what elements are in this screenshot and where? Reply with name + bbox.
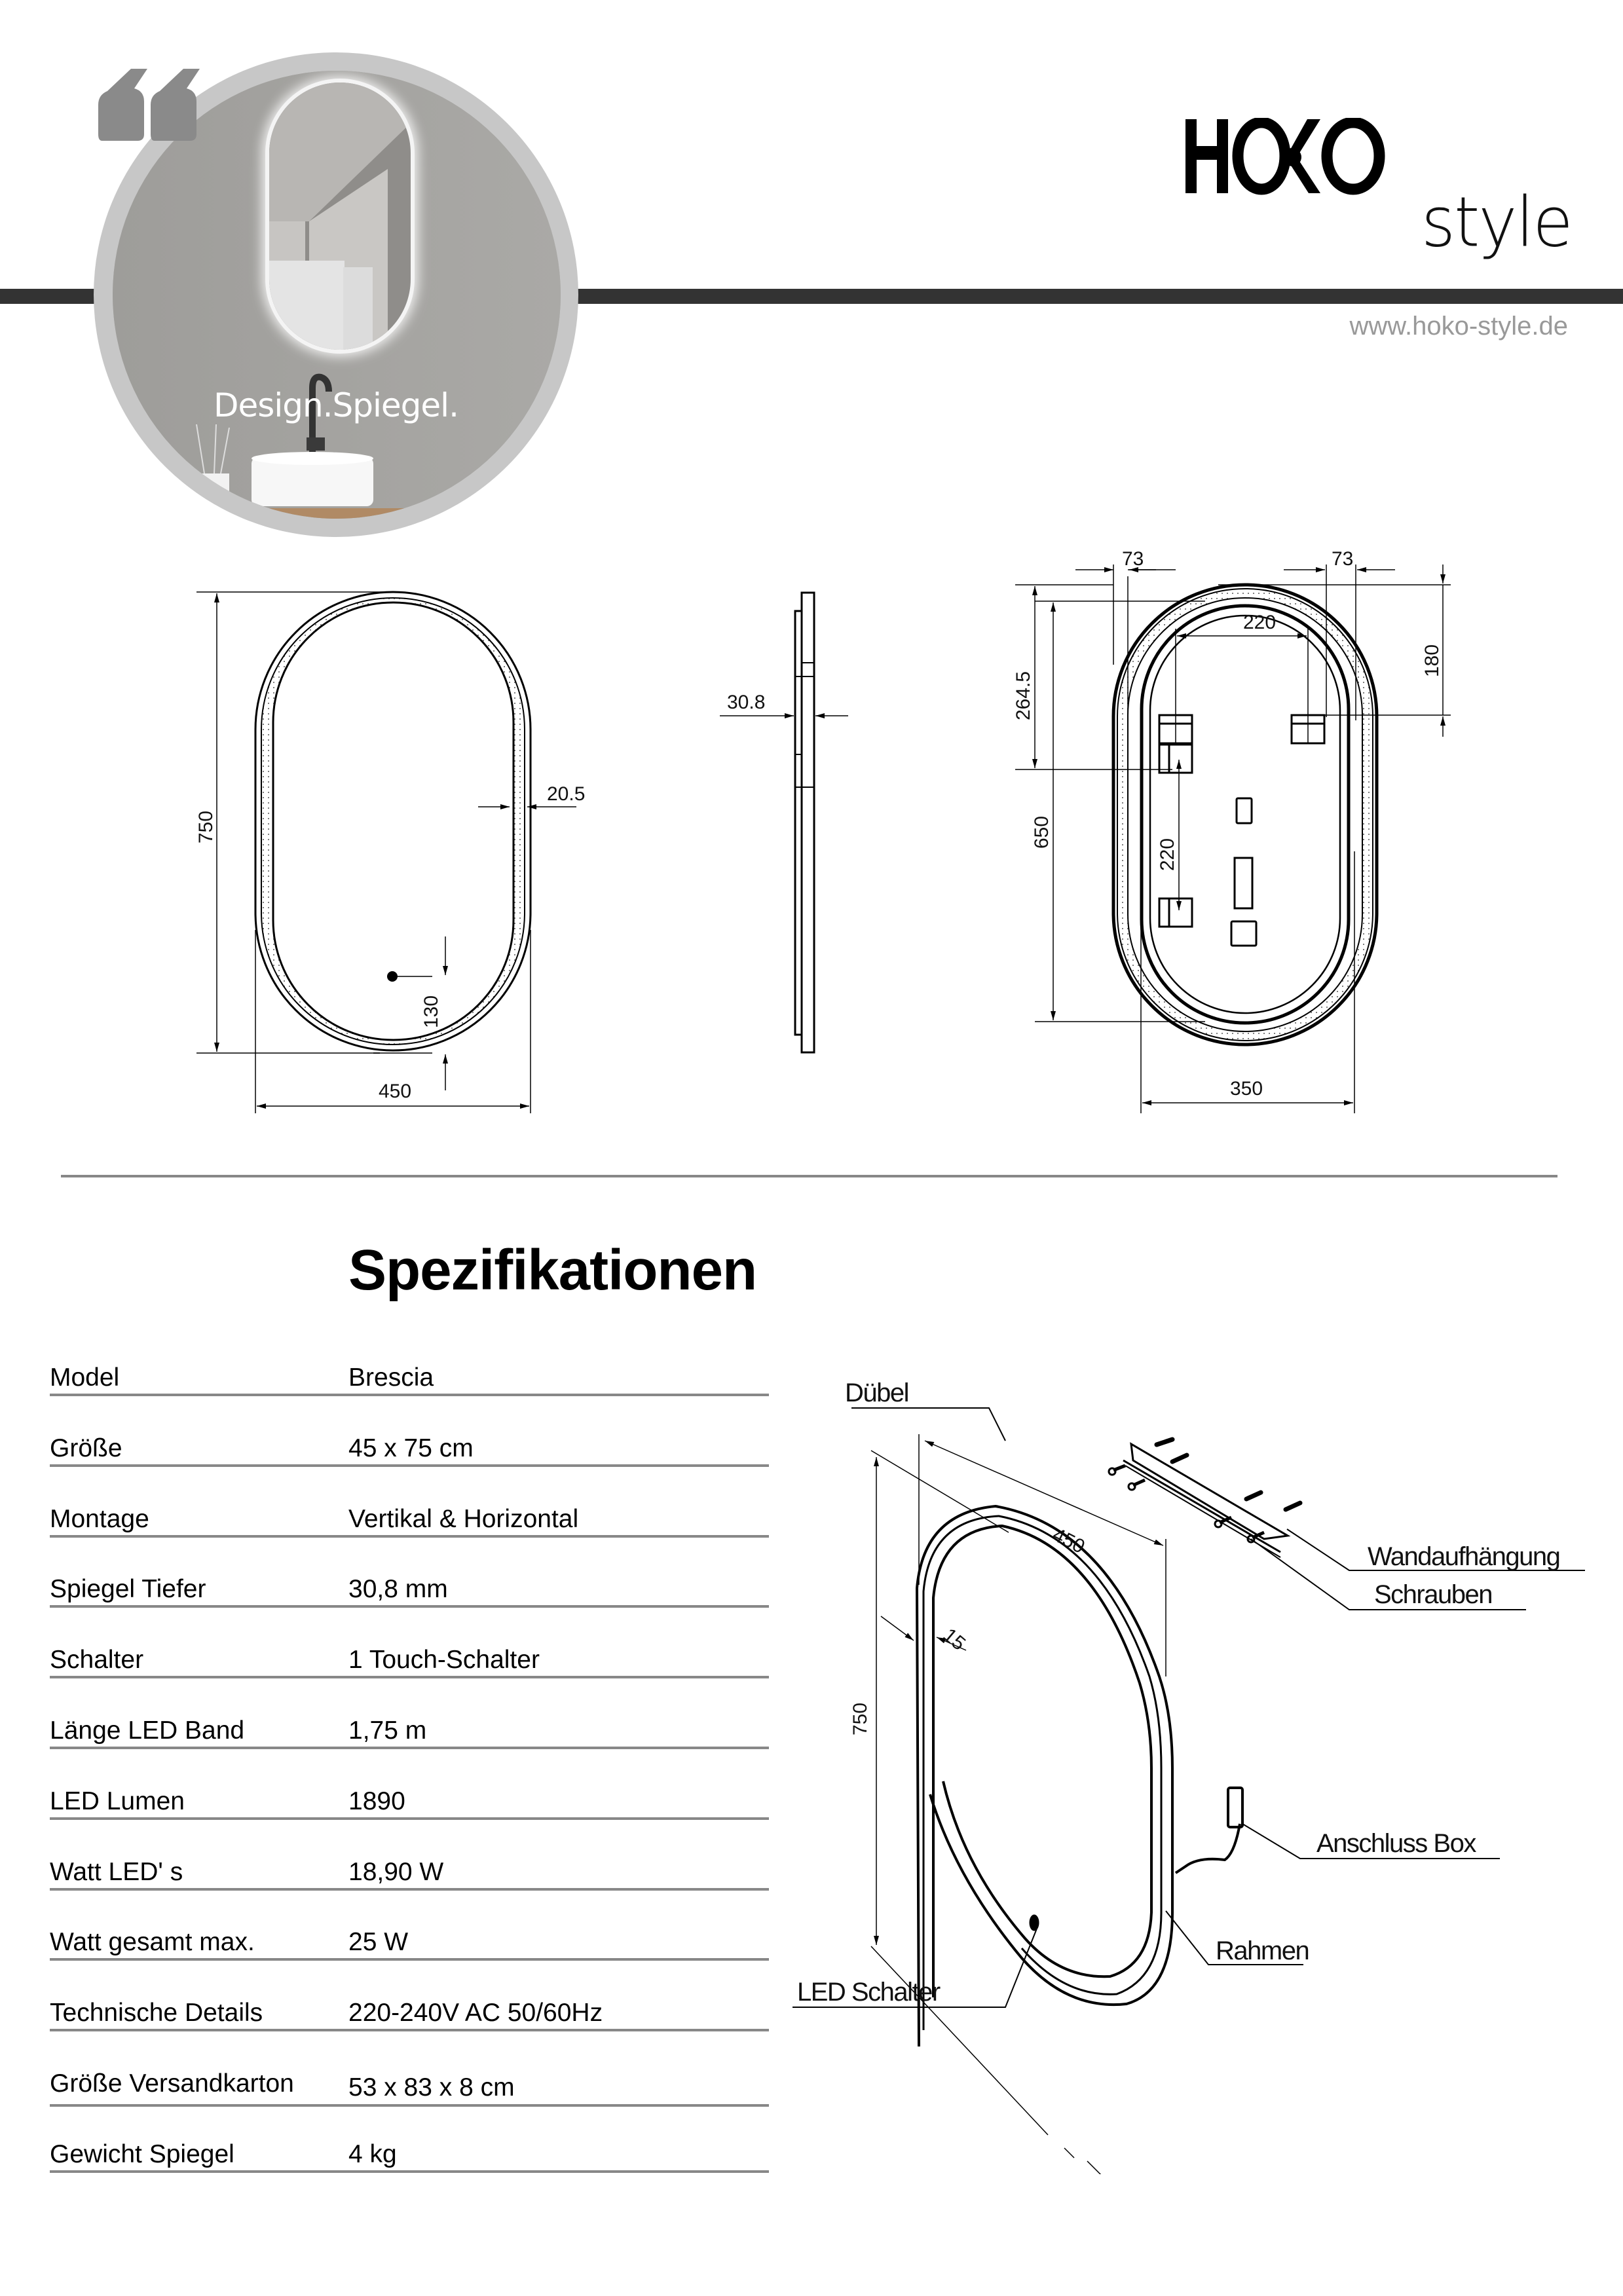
callout-rahmen: Rahmen (1216, 1936, 1309, 1965)
callout-led-schalter: LED Schalter (797, 1978, 940, 2007)
tagline: Design.Spiegel. (214, 386, 458, 424)
spec-label: LED Lumen (50, 1787, 185, 1815)
front-width-label: 450 (379, 1081, 412, 1102)
spec-row-technical (50, 1981, 769, 2052)
spec-value: 45 x 75 cm (348, 1434, 474, 1462)
back-inner-height-label: 650 (1031, 815, 1053, 849)
spec-row-model (50, 1346, 769, 1416)
row-divider (50, 1958, 769, 1961)
spec-row-depth (50, 1557, 769, 1628)
spec-value: 25 W (348, 1928, 409, 1957)
side-view (720, 593, 848, 1052)
spec-row-mounting (50, 1487, 769, 1558)
spec-row-lumen (50, 1769, 769, 1840)
spec-label: Größe (50, 1434, 122, 1462)
spec-label: Größe Versandkarton (50, 2069, 294, 2098)
row-divider (50, 1747, 769, 1749)
spec-value: 1 Touch-Schalter (348, 1646, 540, 1675)
back-right-vertical-label: 180 (1421, 644, 1443, 677)
spec-row-switch (50, 1628, 769, 1699)
back-horizontal-spacing-label: 220 (1243, 612, 1277, 633)
spec-value: 4 kg (348, 2139, 397, 2168)
section-divider (61, 1175, 1558, 1177)
spec-row-size (50, 1416, 769, 1487)
back-right-offset-label: 73 (1332, 550, 1354, 570)
spec-label: Länge LED Band (50, 1716, 245, 1745)
spec-row-total-watt (50, 1910, 769, 1981)
row-divider (50, 2029, 769, 2031)
specifications-title: Spezifikationen (348, 1238, 757, 1302)
row-divider (50, 1535, 769, 1538)
spec-label: Model (50, 1363, 120, 1392)
website-link[interactable]: www.hoko-style.de (1349, 312, 1568, 341)
row-divider (50, 2104, 769, 2107)
spec-value: Vertikal & Horizontal (348, 1504, 579, 1533)
row-divider (50, 1817, 769, 1820)
spec-row-led-length (50, 1699, 769, 1769)
front-view (195, 592, 585, 1113)
spec-value: Brescia (348, 1363, 434, 1392)
iso-height-label: 750 (849, 1702, 871, 1735)
quote-icon (98, 69, 203, 144)
switch-offset-label: 130 (420, 995, 442, 1028)
brand-logo-style: style (1421, 182, 1572, 263)
row-divider (50, 1464, 769, 1467)
callout-wandaufhaengung: Wandaufhängung (1368, 1542, 1560, 1571)
row-divider (50, 1394, 769, 1396)
iso-width-label: 450 (1049, 1523, 1089, 1558)
specifications-table (50, 1346, 769, 2193)
callout-schrauben: Schrauben (1374, 1580, 1492, 1609)
front-height-label: 750 (195, 810, 217, 843)
front-frame-label: 20.5 (547, 783, 586, 805)
back-top-offset-label: 264.5 (1013, 671, 1034, 720)
back-vertical-spacing-label: 220 (1157, 838, 1178, 871)
spec-row-box-size (50, 2052, 769, 2122)
spec-value: 30,8 mm (348, 1575, 448, 1604)
spec-label: Technische Details (50, 1999, 263, 2028)
spec-row-led-watt (50, 1840, 769, 1911)
callout-anschluss-box: Anschluss Box (1316, 1829, 1476, 1858)
spec-value: 53 x 83 x 8 cm (348, 2073, 515, 2102)
spec-value: 18,90 W (348, 1857, 444, 1886)
isometric-drawing (773, 1362, 1623, 2174)
row-divider (50, 1605, 769, 1608)
spec-label: Spiegel Tiefer (50, 1575, 206, 1604)
spec-label: Watt LED' s (50, 1857, 183, 1886)
spec-label: Montage (50, 1504, 149, 1533)
spec-value: 1,75 m (348, 1716, 427, 1745)
back-left-offset-label: 73 (1122, 550, 1144, 570)
spec-label: Gewicht Spiegel (50, 2139, 234, 2168)
row-divider (50, 1888, 769, 1891)
row-divider (50, 2170, 769, 2173)
spec-value: 1890 (348, 1787, 405, 1815)
spec-label: Schalter (50, 1646, 144, 1675)
back-view (1013, 550, 1451, 1113)
back-inner-width-label: 350 (1230, 1078, 1263, 1100)
technical-drawings (0, 550, 1623, 1166)
spec-row-weight (50, 2122, 769, 2193)
row-divider (50, 1676, 769, 1678)
callout-duebel: Dübel (845, 1379, 909, 1407)
depth-label: 30.8 (727, 692, 766, 713)
spec-label: Watt gesamt max. (50, 1928, 255, 1957)
iso-frame-label: 15 (939, 1624, 970, 1655)
spec-value: 220-240V AC 50/60Hz (348, 1999, 603, 2028)
